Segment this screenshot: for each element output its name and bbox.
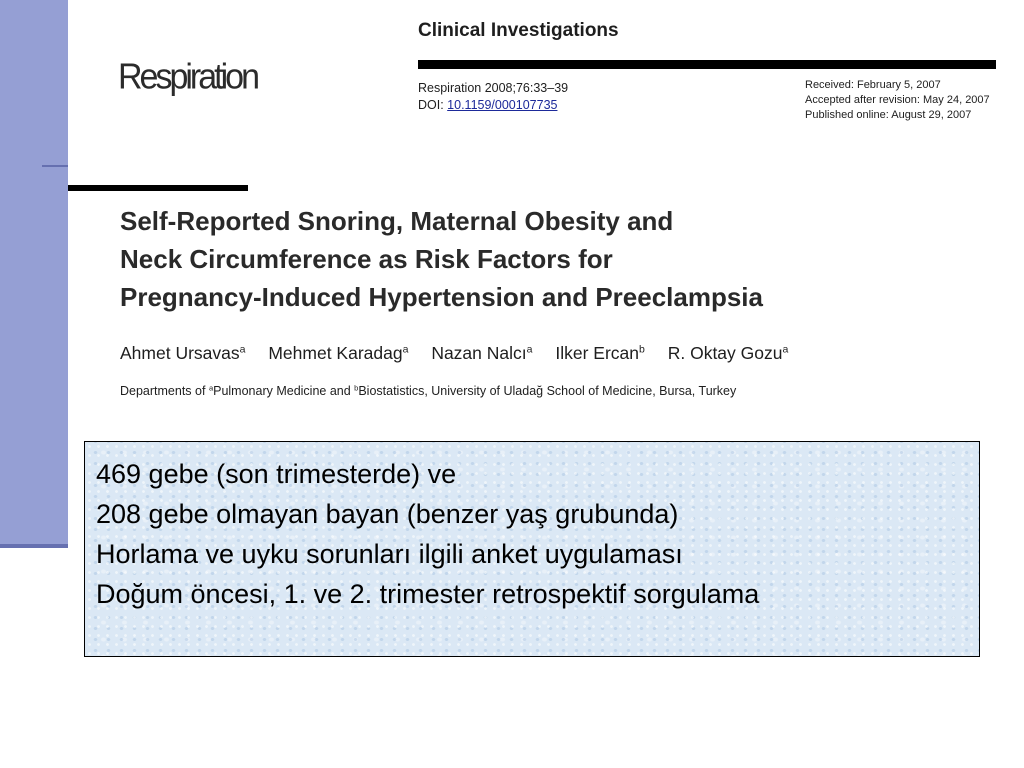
summary-line: 469 gebe (son trimesterde) ve (96, 459, 457, 489)
title-line: Neck Circumference as Risk Factors for (120, 244, 613, 274)
author (120, 343, 245, 363)
journal-logo: Respiration (118, 57, 257, 97)
author (555, 343, 644, 363)
accepted-date: Accepted after revision: May 24, 2007 (805, 94, 990, 106)
publication-dates (805, 78, 990, 123)
author (431, 343, 532, 363)
doi-link[interactable]: 10.1159/000107735 (447, 98, 558, 112)
summary-line: 208 gebe olmayan bayan (benzer yaş grubunda) (96, 499, 679, 529)
affiliation-line (120, 384, 736, 398)
title-line: Self-Reported Snoring, Maternal Obesity and (120, 206, 674, 236)
author (668, 343, 789, 363)
slide-side-bar (0, 0, 68, 544)
summary-line: Horlama ve uyku sorunları ilgili anket uygulaması (96, 539, 683, 569)
section-label: Clinical Investigations (418, 20, 619, 41)
author-affiliation-mark: b (639, 343, 645, 356)
author-name: Mehmet Karadag (268, 343, 403, 363)
affiliation-text: Departments of (120, 384, 209, 398)
affiliation-mark: b (354, 383, 359, 393)
slide-side-bar-base (0, 544, 68, 548)
received-date: Received: February 5, 2007 (805, 79, 941, 91)
summary-line: Doğum öncesi, 1. ve 2. trimester retrospektif sorgulama (96, 579, 760, 609)
study-summary-box (84, 441, 980, 657)
author-affiliation-mark: a (239, 343, 246, 356)
author-name: Ahmet Ursavas (120, 343, 240, 363)
citation-text: Respiration 2008;76:33–39 (418, 81, 569, 95)
study-summary-list (85, 442, 979, 614)
article-title (120, 202, 880, 316)
title-rule (68, 185, 248, 191)
affiliation-text: Biostatistics, University of Uladağ School of Medicine, Bursa, Turkey (358, 384, 737, 398)
doi-line (418, 97, 568, 114)
affiliation-text: Pulmonary Medicine and (213, 384, 355, 398)
author-affiliation-mark: a (526, 343, 533, 356)
header-rule (418, 60, 996, 69)
author-affiliation-mark: a (402, 343, 409, 356)
citation-block (418, 80, 568, 114)
title-line: Pregnancy-Induced Hypertension and Preeclampsia (120, 282, 763, 312)
author-name: R. Oktay Gozu (667, 343, 783, 363)
author (268, 343, 408, 363)
author-name: Nazan Nalcı (431, 343, 527, 363)
author-list (120, 343, 806, 364)
author-name: Ilker Ercan (555, 343, 639, 363)
published-date: Published online: August 29, 2007 (805, 109, 972, 121)
author-affiliation-mark: a (782, 343, 789, 356)
doi-label: DOI: (418, 98, 448, 112)
affiliation-mark: a (208, 383, 214, 393)
decorative-tick-line (42, 165, 68, 167)
